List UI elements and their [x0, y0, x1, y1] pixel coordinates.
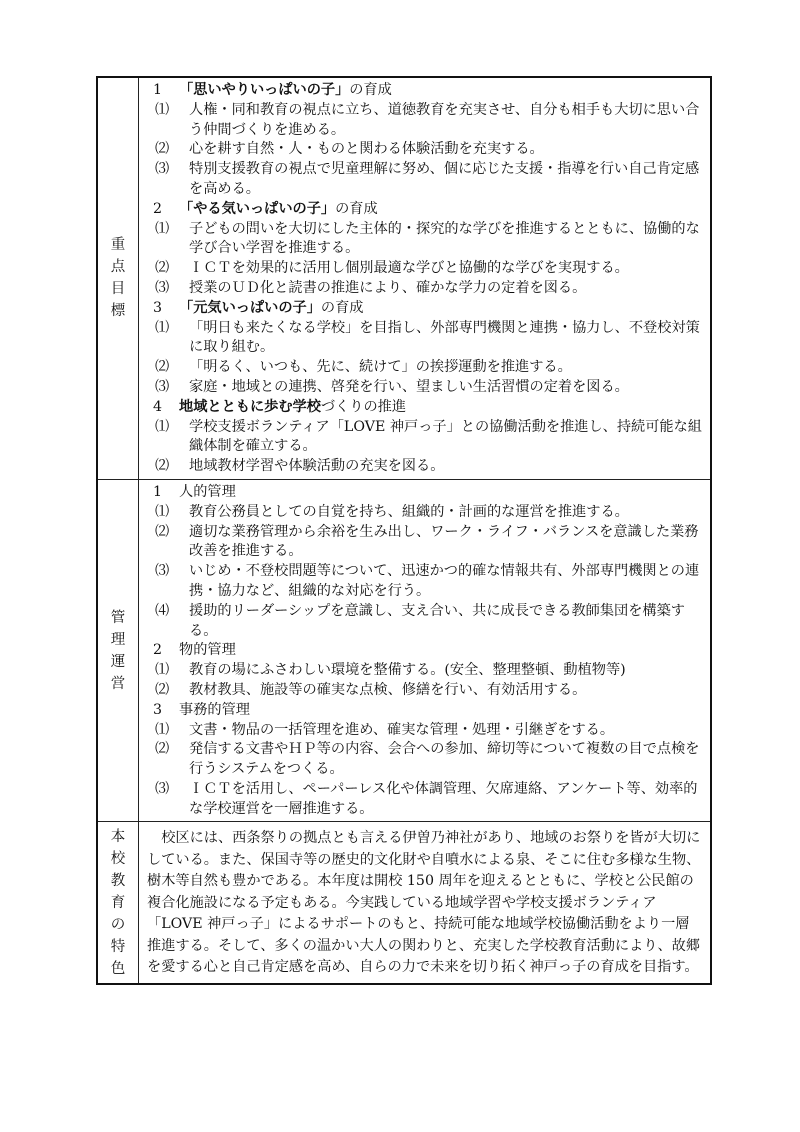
list-item — [145, 681, 702, 701]
label-char: 特 — [110, 938, 126, 955]
features-label-cell — [97, 822, 139, 984]
item-number: ⑶ — [155, 161, 170, 178]
item-text: いじめ・不登校問題等について、迅速かつ的確な情報共有、外部専門機関との連携・協力など、組織的な対応を行う。 — [189, 563, 700, 599]
heading-text — [179, 200, 378, 220]
item-number: ⑵ — [155, 141, 170, 158]
label-char: 運 — [110, 653, 126, 670]
item-number: ⑴ — [155, 101, 170, 118]
heading-number: 1 — [153, 483, 163, 500]
section-heading — [145, 483, 702, 503]
item-number: ⑶ — [155, 279, 170, 296]
features-paragraph: 校区には、西条祭りの拠点とも言える伊曽乃神社があり、地域のお祭りを皆が大切にしている。また、保国寺等の歴史的文化財や自噴水による泉、そこに住む多様な生物、樹木等自然も豊かである。本年度は開校 150 周年を迎えるとともに、学校と公民館の複合化施設になる予定もある。今実践している地域学習や学校支援ボランティア「LOVE 神戸っ子」によるサポートのもと、持続可能な地域学校協働活動をより一層推進する。そして、多くの温かい大人の関わりと、充実した学校教育活動により、故郷を愛する心と自己肯定感を高め、自らの力で未来を切り拓く神戸っ子の育成を目指す。 — [147, 830, 701, 976]
item-text: 授業のＵＤ化と読書の推進により、確かな学力の定着を図る。 — [189, 279, 587, 296]
heading-text — [179, 641, 236, 661]
item-number: ⑵ — [155, 359, 170, 376]
heading-suffix: の育成 — [349, 82, 392, 98]
label-char: 教 — [110, 872, 126, 889]
item-text: 家庭・地域との連携、啓発を行い、望ましい生活習慣の定着を図る。 — [189, 378, 629, 395]
item-text: 子どもの問いを大切にした主体的・探究的な学びを推進するとともに、協働的な学び合い学習を推進する。 — [189, 220, 700, 257]
features-content-cell — [139, 822, 712, 984]
label-char: 重 — [110, 237, 126, 254]
item-text: 文書・物品の一括管理を進め、確実な管理・処理・引継ぎをする。 — [189, 721, 615, 738]
item-text: 地域教材学習や体験活動の充実を図る。 — [189, 458, 445, 475]
list-item — [145, 721, 702, 741]
item-text: 「明日も来たくなる学校」を目指し、外部専門機関と連携・協力し、不登校対策に取り組む。 — [189, 319, 700, 356]
item-text: 教育公務員としての自覚を持ち、組織的・計画的な運営を推進する。 — [189, 503, 629, 520]
heading-text — [179, 701, 250, 721]
item-number: ⑵ — [155, 681, 170, 698]
heading-suffix: 人的管理 — [179, 483, 236, 500]
label-char: 校 — [110, 850, 126, 867]
heading-text — [179, 299, 363, 319]
item-number: ⑶ — [155, 378, 170, 395]
item-text: 援助的リーダーシップを意識し、支え合い、共に成長できる教師集団を構築する。 — [189, 602, 685, 639]
heading-text — [179, 81, 392, 101]
heading-number: 1 — [153, 82, 163, 98]
label-char: 目 — [110, 281, 126, 298]
heading-number: 2 — [153, 200, 163, 217]
heading-emphasis: 地域とともに歩む学校 — [179, 398, 321, 415]
section-heading — [145, 299, 702, 319]
heading-text — [179, 483, 236, 503]
heading-emphasis: 「思いやりいっぱいの子」 — [179, 82, 350, 98]
item-text: 学校支援ボランティア「LOVE 神戸っ子」との協働活動を推進し、持続可能な組織体制を確立する。 — [189, 418, 702, 455]
heading-emphasis: 「やる気いっぱいの子」 — [179, 200, 336, 217]
list-item — [145, 457, 702, 477]
goals-content — [139, 78, 710, 479]
item-text: ＩＣＴを効果的に活用し個別最適な学びと協働的な学びを実現する。 — [189, 260, 629, 277]
list-item — [145, 503, 702, 523]
item-text: 教材教具、施設等の確実な点検、修繕を行い、有効活用する。 — [189, 681, 587, 698]
heading-number: 4 — [153, 398, 163, 415]
list-item — [145, 140, 702, 160]
heading-emphasis: 「元気いっぱいの子」 — [179, 299, 321, 316]
item-text: 「明るく、いつも、先に、続けて」の挨拶運動を推進する。 — [189, 359, 572, 376]
section-heading — [145, 701, 702, 721]
label-char: 育 — [110, 894, 126, 911]
management-content-cell — [139, 479, 712, 822]
item-number: ⑴ — [155, 418, 170, 435]
label-char: 管 — [110, 609, 126, 626]
section-heading — [145, 200, 702, 220]
list-item — [145, 259, 702, 279]
item-number: ⑴ — [155, 503, 170, 520]
item-text: 心を耕す自然・人・ものと関わる体験活動を充実する。 — [189, 141, 544, 158]
heading-suffix: 事務的管理 — [179, 701, 250, 718]
heading-number: 2 — [153, 642, 163, 659]
management-label — [98, 607, 138, 695]
section-heading — [145, 641, 702, 661]
item-number: ⑴ — [155, 721, 170, 738]
label-char: 営 — [110, 675, 126, 692]
item-text: 特別支援教育の視点で児童理解に努め、個に応じた支援・指導を行い自己肯定感を高める。 — [189, 161, 700, 197]
list-item — [145, 160, 702, 200]
list-item — [145, 220, 702, 260]
item-number: ⑶ — [155, 780, 170, 797]
list-item — [145, 740, 702, 780]
item-number: ⑴ — [155, 662, 170, 679]
features-row — [97, 822, 711, 984]
goals-label — [98, 234, 138, 322]
item-number: ⑵ — [155, 260, 170, 277]
label-char: 点 — [110, 259, 126, 276]
label-char: 色 — [110, 960, 126, 977]
item-text: 人権・同和教育の視点に立ち、道徳教育を充実させ、自分も相手も大切に思い合う仲間づくりを進める。 — [189, 101, 700, 138]
list-item — [145, 661, 702, 681]
label-char: 標 — [110, 303, 126, 320]
item-text: ＩＣＴを活用し、ペーパーレス化や体調管理、欠席連絡、アンケート等、効率的な学校運営を一層推進する。 — [189, 780, 698, 817]
heading-suffix: づくりの推進 — [320, 398, 407, 415]
list-item — [145, 602, 702, 642]
goals-row — [97, 77, 711, 479]
heading-number: 3 — [153, 701, 163, 718]
item-number: ⑶ — [155, 563, 170, 580]
list-item — [145, 358, 702, 378]
heading-suffix: の育成 — [335, 200, 378, 217]
item-number: ⑴ — [155, 319, 170, 336]
label-char: 理 — [110, 631, 126, 648]
list-item — [145, 319, 702, 359]
item-number: ⑵ — [155, 741, 170, 758]
item-text: 適切な業務管理から余裕を生み出し、ワーク・ライフ・バランスを意識した業務改善を推進する。 — [189, 523, 699, 560]
features-label — [98, 826, 138, 980]
list-item — [145, 279, 702, 299]
item-number: ⑵ — [155, 523, 170, 540]
list-item — [145, 101, 702, 141]
list-item — [145, 418, 702, 458]
item-number: ⑷ — [155, 602, 170, 619]
list-item — [145, 523, 702, 563]
section-heading — [145, 398, 702, 418]
item-number: ⑵ — [155, 458, 170, 475]
list-item — [145, 562, 702, 602]
goals-label-cell — [97, 77, 139, 479]
list-item — [145, 378, 702, 398]
section-heading — [145, 81, 702, 101]
item-text: 教育の場にふさわしい環境を整備する。(安全、整理整頓、動植物等) — [189, 662, 626, 679]
heading-number: 3 — [153, 299, 163, 316]
heading-suffix: 物的管理 — [179, 642, 236, 659]
heading-text — [179, 398, 406, 418]
policy-table — [96, 76, 712, 985]
management-label-cell — [97, 479, 139, 822]
list-item — [145, 780, 702, 820]
heading-suffix: の育成 — [320, 299, 364, 316]
item-text: 発信する文書やＨＰ等の内容、会合への参加、締切等について複数の目で点検を行うシステムをつくる。 — [189, 741, 700, 778]
management-row — [97, 479, 711, 822]
management-content — [139, 480, 710, 822]
item-number: ⑴ — [155, 220, 170, 237]
goals-content-cell — [139, 77, 712, 479]
label-char: の — [110, 916, 126, 933]
label-char: 本 — [110, 828, 126, 845]
